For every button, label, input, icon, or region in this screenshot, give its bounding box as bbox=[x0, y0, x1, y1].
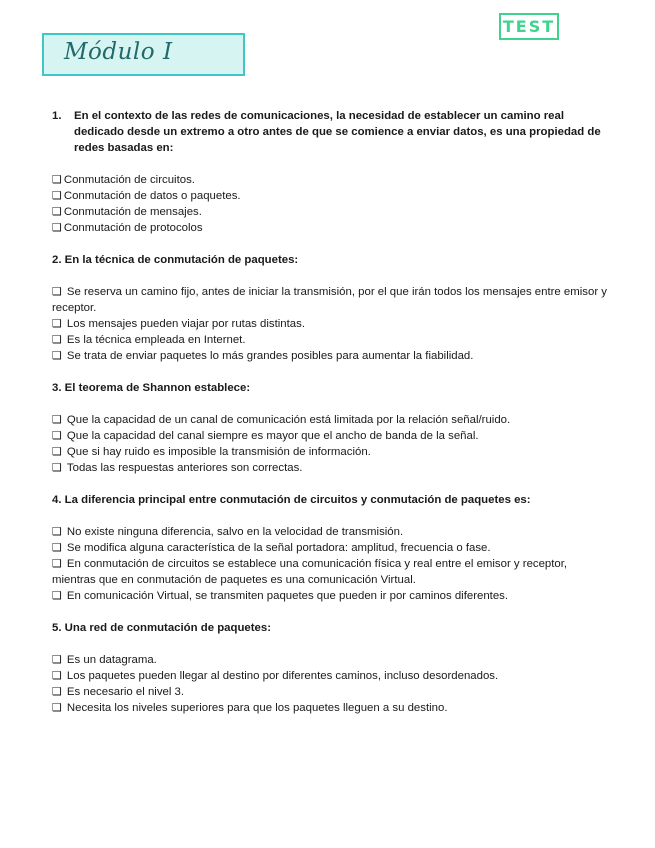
option-label: Que la capacidad del canal siempre es mayor que el ancho de banda de la señal. bbox=[66, 430, 479, 442]
quiz-content bbox=[52, 108, 612, 716]
option-label: Se trata de enviar paquetes lo más grandes posibles para aumentar la fiabilidad. bbox=[66, 350, 474, 362]
option-1b[interactable] bbox=[52, 188, 612, 204]
option-5c[interactable] bbox=[52, 684, 612, 700]
option-4b[interactable] bbox=[52, 540, 612, 556]
option-label: Se reserva un camino fijo, antes de iniciar la transmisión, por el que irán todos los mensajes entre emisor y receptor. bbox=[52, 286, 607, 314]
option-label: Conmutación de mensajes. bbox=[63, 206, 202, 218]
question-4-text: 4. La diferencia principal entre conmutación de circuitos y conmutación de paquetes es: bbox=[52, 494, 531, 506]
option-label: Conmutación de protocolos bbox=[63, 222, 203, 234]
option-label: Todas las respuestas anteriores son correctas. bbox=[66, 462, 303, 474]
checkbox-icon[interactable]: ❑ bbox=[52, 446, 65, 458]
option-1a[interactable] bbox=[52, 172, 612, 188]
option-5d[interactable] bbox=[52, 700, 612, 716]
checkbox-icon[interactable]: ❑ bbox=[52, 670, 65, 682]
option-label: En conmutación de circuitos se establece una comunicación física y real entre el emisor y receptor, mientras que en conmutación de paquetes es una comunicación Virtual. bbox=[52, 558, 568, 586]
checkbox-icon[interactable]: ❑ bbox=[52, 318, 65, 330]
test-badge: TEST bbox=[499, 13, 559, 40]
option-4a[interactable] bbox=[52, 524, 612, 540]
option-4c[interactable] bbox=[52, 556, 612, 588]
option-label: No existe ninguna diferencia, salvo en la velocidad de transmisión. bbox=[66, 526, 404, 538]
question-3-options bbox=[52, 412, 612, 476]
checkbox-icon[interactable]: ❑ bbox=[52, 334, 65, 346]
checkbox-icon[interactable]: ❑ bbox=[52, 686, 65, 698]
option-label: Que la capacidad de un canal de comunicación está limitada por la relación señal/ruido. bbox=[66, 414, 511, 426]
module-title: Módulo I bbox=[64, 39, 173, 65]
question-1-number: 1. bbox=[52, 110, 62, 122]
option-5b[interactable] bbox=[52, 668, 612, 684]
option-label: Que si hay ruido es imposible la transmisión de información. bbox=[66, 446, 371, 458]
checkbox-icon[interactable]: ❑ bbox=[52, 558, 65, 570]
question-5-options bbox=[52, 652, 612, 716]
question-2-text: 2. En la técnica de conmutación de paquetes: bbox=[52, 254, 299, 266]
checkbox-icon[interactable]: ❑ bbox=[52, 190, 62, 202]
option-label: Se modifica alguna característica de la señal portadora: amplitud, frecuencia o fase. bbox=[66, 542, 491, 554]
question-1-options bbox=[52, 172, 612, 236]
question-5-text: 5. Una red de conmutación de paquetes: bbox=[52, 622, 271, 634]
option-label: Los paquetes pueden llegar al destino por diferentes caminos, incluso desordenados. bbox=[66, 670, 499, 682]
option-1d[interactable] bbox=[52, 220, 612, 236]
option-4d[interactable] bbox=[52, 588, 612, 604]
option-label: En comunicación Virtual, se transmiten paquetes que pueden ir por caminos diferentes. bbox=[66, 590, 509, 602]
checkbox-icon[interactable]: ❑ bbox=[52, 414, 65, 426]
option-2d[interactable] bbox=[52, 348, 612, 364]
checkbox-icon[interactable]: ❑ bbox=[52, 206, 62, 218]
option-2a[interactable] bbox=[52, 284, 612, 316]
option-label: Necesita los niveles superiores para que los paquetes lleguen a su destino. bbox=[66, 702, 448, 714]
question-2-options bbox=[52, 284, 612, 364]
checkbox-icon[interactable]: ❑ bbox=[52, 702, 65, 714]
option-3b[interactable] bbox=[52, 428, 612, 444]
question-1 bbox=[52, 108, 612, 156]
option-3a[interactable] bbox=[52, 412, 612, 428]
option-label: Conmutación de datos o paquetes. bbox=[63, 190, 241, 202]
checkbox-icon[interactable]: ❑ bbox=[52, 654, 65, 666]
checkbox-icon[interactable]: ❑ bbox=[52, 590, 65, 602]
option-3d[interactable] bbox=[52, 460, 612, 476]
option-label: Es la técnica empleada en Internet. bbox=[66, 334, 246, 346]
option-2c[interactable] bbox=[52, 332, 612, 348]
option-label: Conmutación de circuitos. bbox=[63, 174, 195, 186]
question-3-text: 3. El teorema de Shannon establece: bbox=[52, 382, 251, 394]
module-title-box bbox=[42, 33, 245, 76]
question-1-text: En el contexto de las redes de comunicaciones, la necesidad de establecer un camino real dedicado desde un extremo a otro antes de que se comience a enviar datos, es una propiedad de redes basadas en: bbox=[74, 110, 601, 154]
option-1c[interactable] bbox=[52, 204, 612, 220]
option-label: Los mensajes pueden viajar por rutas distintas. bbox=[66, 318, 305, 330]
option-2b[interactable] bbox=[52, 316, 612, 332]
option-3c[interactable] bbox=[52, 444, 612, 460]
option-label: Es un datagrama. bbox=[66, 654, 157, 666]
question-4-options bbox=[52, 524, 612, 604]
checkbox-icon[interactable]: ❑ bbox=[52, 526, 65, 538]
checkbox-icon[interactable]: ❑ bbox=[52, 462, 65, 474]
checkbox-icon[interactable]: ❑ bbox=[52, 542, 65, 554]
checkbox-icon[interactable]: ❑ bbox=[52, 350, 65, 362]
checkbox-icon[interactable]: ❑ bbox=[52, 174, 62, 186]
checkbox-icon[interactable]: ❑ bbox=[52, 286, 65, 298]
option-5a[interactable] bbox=[52, 652, 612, 668]
option-label: Es necesario el nivel 3. bbox=[66, 686, 185, 698]
checkbox-icon[interactable]: ❑ bbox=[52, 430, 65, 442]
checkbox-icon[interactable]: ❑ bbox=[52, 222, 62, 234]
